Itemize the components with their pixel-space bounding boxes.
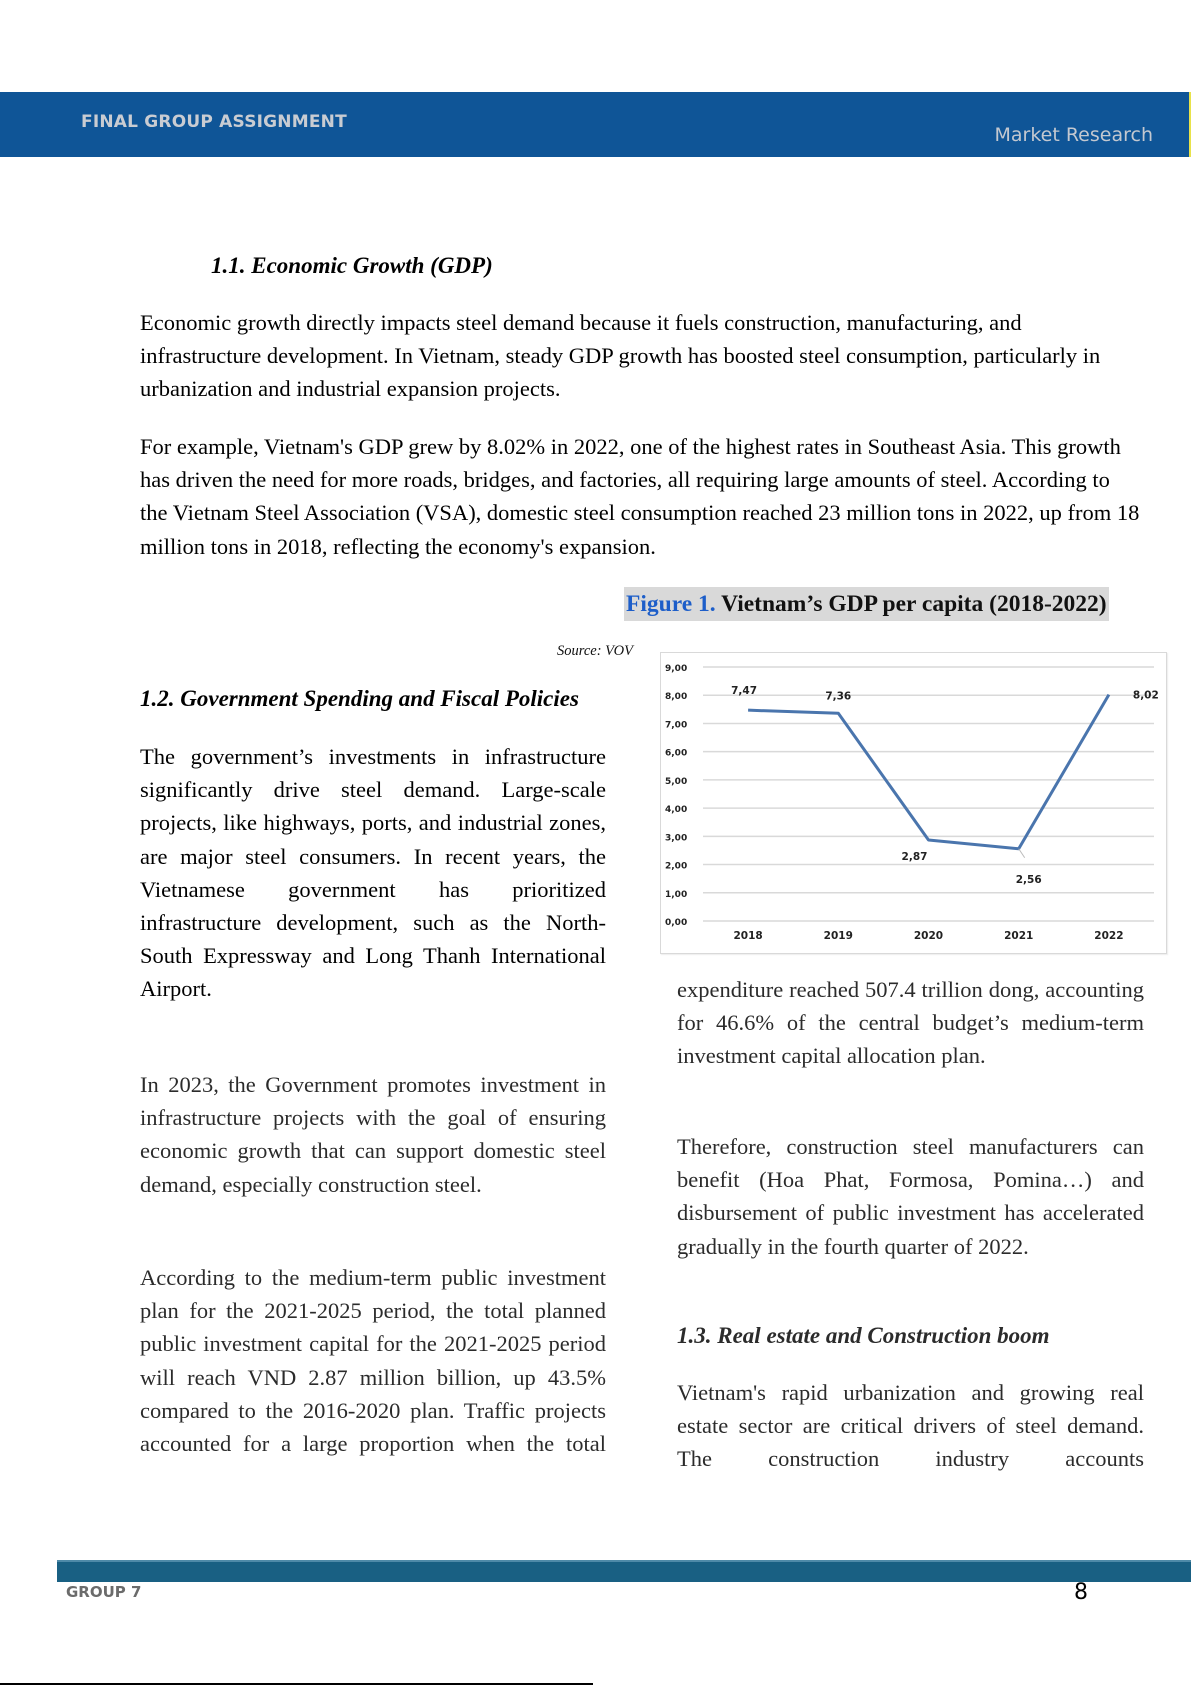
footer-group-label: GROUP 7 (66, 1583, 142, 1601)
y-tick-label: 6,00 (665, 748, 688, 759)
data-label: 2,87 (901, 851, 928, 864)
y-tick-label: 8,00 (665, 692, 688, 703)
y-tick-label: 1,00 (665, 889, 688, 900)
data-label: 2,56 (1015, 873, 1042, 886)
data-label: 7,47 (731, 685, 758, 698)
y-tick-label: 2,00 (665, 861, 688, 872)
paragraph-medium-term-plan: According to the medium-term public investment plan for the 2021-2025 period, the total planned public investment capital for the 2021-2025 period will reach VND 2.87 million billion, up 43.5% compared to the 2016-2020 plan. Traffic projects accounted for a large proportion when the total (140, 1265, 606, 1457)
x-tick-label: 2022 (1094, 930, 1124, 942)
gdp-line-chart (660, 652, 1167, 954)
y-tick-label: 4,00 (665, 805, 688, 816)
page-number: 8 (1074, 1580, 1088, 1605)
x-tick-label: 2020 (913, 930, 944, 942)
header-left-title: FINAL GROUP ASSIGNMENT (81, 112, 347, 132)
y-tick-label: 3,00 (665, 833, 688, 844)
page-header (0, 92, 1191, 157)
figure-label: Figure 1. (626, 591, 716, 617)
figure-source: Source: VOV (557, 643, 633, 659)
paragraph-2023-promotion: In 2023, the Government promotes investment in infrastructure projects with the goal of ensuring economic growth that can support domestic steel demand, especially construction steel. (140, 1072, 606, 1197)
section-heading-1-1: 1.1. Economic Growth (GDP) (211, 253, 493, 278)
x-tick-label: 2018 (733, 930, 763, 942)
paragraph-gdp-example: For example, Vietnam's GDP grew by 8.02% in 2022, one of the highest rates in Southeast Asia. This growth has driven the need for more roads, bridges, and factories, all requiring large amounts of steel. According to the Vietnam Steel Association (VSA), domestic steel consumption reached 23 million tons in 2022, up from 18 million tons in 2018, reflecting the economy's expansion. (140, 434, 1140, 559)
y-tick-label: 5,00 (665, 776, 688, 787)
paragraph-expenditure-continued: expenditure reached 507.4 trillion dong, accounting for 46.6% of the central budget’s medium-term investment capital allocation plan. (677, 977, 1144, 1069)
y-tick-label: 0,00 (665, 918, 688, 928)
figure-title: Vietnam’s GDP per capita (2018-2022) (715, 591, 1107, 617)
section-heading-1-3: 1.3. Real estate and Construction boom (677, 1323, 1050, 1348)
header-right-title: Market Research (994, 124, 1153, 146)
paragraph-gdp-intro: Economic growth directly impacts steel demand because it fuels construction, manufacturing, and infrastructure development. In Vietnam, steady GDP growth has boosted steel consumption, particularly in urbanization and industrial expansion projects. (140, 310, 1101, 402)
footer-bar (57, 1560, 1191, 1582)
data-label-leader (1019, 849, 1025, 858)
data-label: 7,36 (825, 690, 852, 703)
y-tick-label: 9,00 (665, 664, 688, 674)
series-line-gdp-growth (748, 695, 1109, 849)
chart-svg (661, 653, 1166, 953)
paragraph-real-estate: Vietnam's rapid urbanization and growing real estate sector are critical drivers of steel demand. The construction industry accounts (677, 1380, 1144, 1472)
x-tick-label: 2021 (1004, 930, 1034, 942)
figure-caption (624, 587, 1109, 621)
data-label: 8,02 (1132, 689, 1159, 702)
paragraph-manufacturers-benefit: Therefore, construction steel manufacturers can benefit (Hoa Phat, Formosa, Pomina…) and disbursement of public investment has accelerated gradually in the fourth quarter of 2022. (677, 1134, 1144, 1259)
section-heading-1-2: 1.2. Government Spending and Fiscal Policies (140, 686, 579, 711)
paragraph-government-investments: The government’s investments in infrastructure significantly drive steel demand. Large-scale projects, like highways, ports, and industrial zones, are major steel consumers. In recent years, the Vietnamese government has prioritized infrastructure development, such as the North-South Expressway and Long Thanh International Airport. (140, 744, 606, 1002)
y-tick-label: 7,00 (665, 720, 688, 731)
x-tick-label: 2019 (823, 930, 853, 942)
